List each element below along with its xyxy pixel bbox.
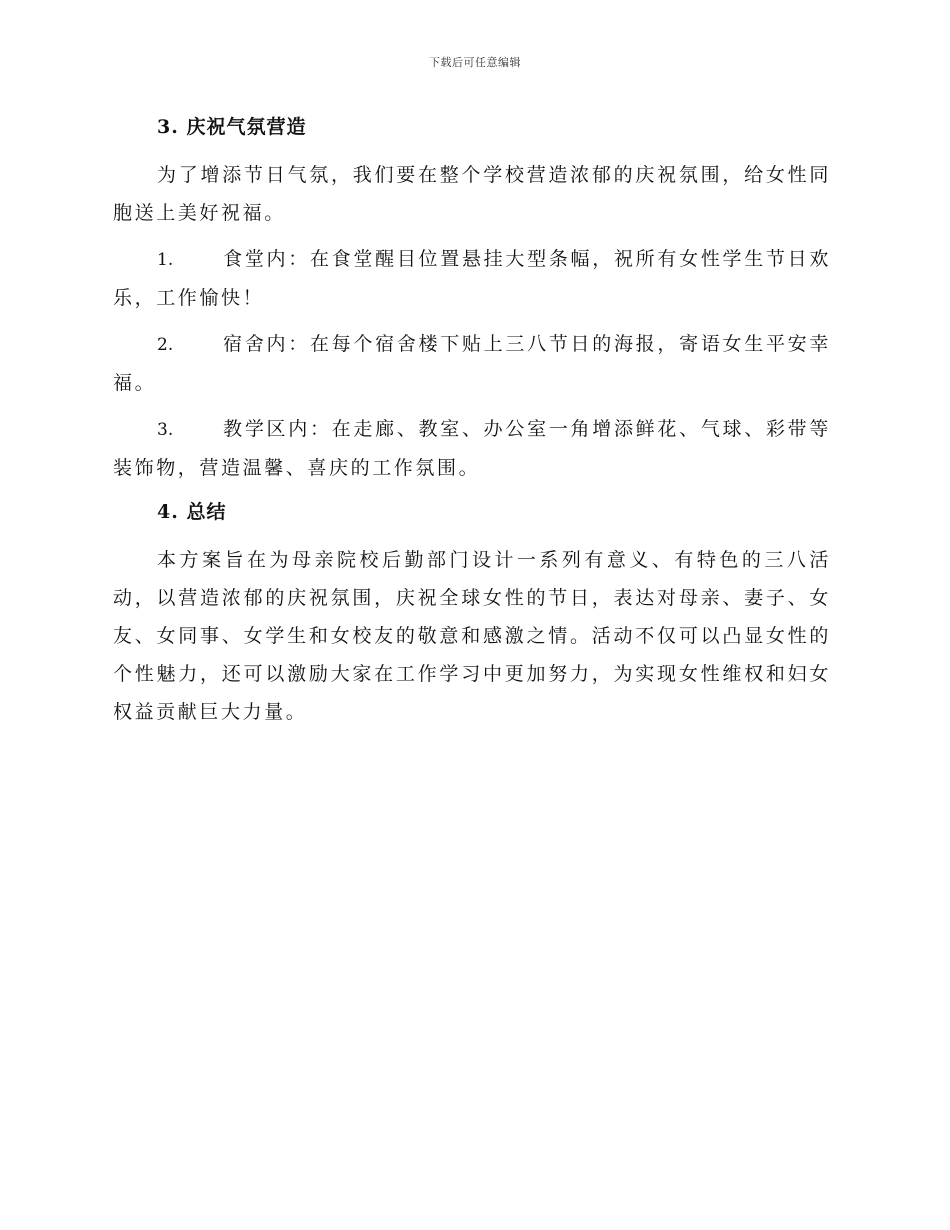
list-item-text: 食堂内：在食堂醒目位置悬挂大型条幅，祝所有女性学生节日欢乐，工作愉快！	[113, 248, 831, 309]
list-item-number: 1.	[157, 250, 174, 270]
section-3-intro: 为了增添节日气氛，我们要在整个学校营造浓郁的庆祝氛围，给女性同胞送上美好祝福。	[113, 164, 831, 224]
list-item-1	[113, 240, 831, 317]
list-item-2	[113, 325, 831, 402]
header-note: 下载后可任意编辑	[429, 56, 521, 69]
section-4-heading: 4. 总结	[157, 501, 227, 523]
document-body	[113, 110, 831, 739]
list-item-number: 3.	[157, 420, 174, 440]
list-item-text: 教学区内：在走廊、教室、办公室一角增添鲜花、气球、彩带等装饰物，营造温馨、喜庆的工作氛围。	[113, 418, 831, 479]
list-item-number: 2.	[157, 335, 174, 355]
list-item-text: 宿舍内：在每个宿舍楼下贴上三八节日的海报，寄语女生平安幸福。	[113, 333, 831, 394]
list-item-3	[113, 410, 831, 487]
section-3-heading: 3. 庆祝气氛营造	[157, 116, 307, 138]
section-4-body: 本方案旨在为母亲院校后勤部门设计一系列有意义、有特色的三八活动，以营造浓郁的庆祝氛围，庆祝全球女性的节日，表达对母亲、妻子、女友、女同事、女学生和女校友的敬意和感激之情。活动不仅可以凸显女性的个性魅力，还可以激励大家在工作学习中更加努力，为实现女性维权和妇女权益贡献巨大力量。	[113, 549, 831, 723]
